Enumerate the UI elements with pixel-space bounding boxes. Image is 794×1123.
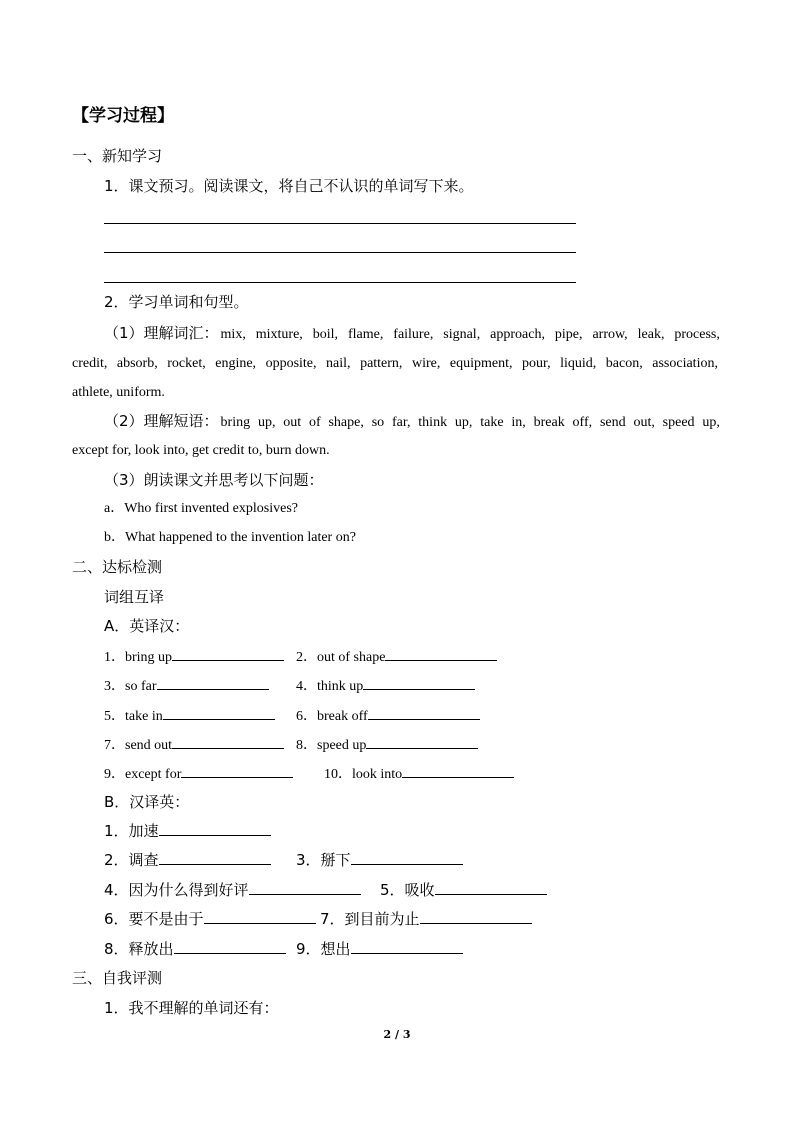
a-item-3: 3．so far: [104, 675, 269, 697]
vocab-word-8: arrow,: [592, 327, 628, 342]
phrase-prefix: （2）理解短语：: [104, 412, 219, 430]
phrase-words-1: [221, 413, 720, 433]
vocab-line-3: athlete, uniform.: [72, 385, 165, 400]
vocab-word-2-3: engine,: [215, 356, 257, 371]
vocab-word-2-6: pattern,: [360, 356, 403, 371]
phrase-word-12: off,: [572, 415, 593, 430]
phrase-word-4: shape,: [328, 415, 364, 430]
a-item-4: 4．think up: [296, 675, 475, 697]
vocab-word-2-4: opposite,: [265, 356, 317, 371]
phrase-word-6: far,: [391, 415, 411, 430]
vocab-word-2-10: liquid,: [560, 356, 597, 371]
vocab-word-2-1: absorb,: [116, 356, 158, 371]
preview-task: 1．课文预习。阅读课文，将自己不认识的单词写下来。: [104, 177, 474, 195]
b-item-5: 5．吸收: [380, 880, 547, 900]
phrase-word-2: out: [283, 415, 302, 430]
phrase-word-3: of: [308, 415, 321, 430]
b-item-4: 4．因为什么得到好评: [104, 880, 361, 900]
a-item-9: 9．except for: [104, 763, 293, 785]
phrase-word-0: bring: [220, 415, 251, 430]
vocab-word-2-2: rocket,: [167, 356, 206, 371]
vocab-word-2-9: pour,: [521, 356, 551, 371]
phrase-word-13: send: [599, 415, 626, 430]
a-item-2: 2．out of shape: [296, 646, 497, 668]
b-item-2: 2．调查: [104, 850, 271, 870]
vocab-word-6: approach,: [490, 327, 545, 342]
b-item-8: 8．释放出: [104, 939, 286, 959]
phrase-word-7: think: [418, 415, 448, 430]
vocab-word-7: pipe,: [554, 327, 583, 342]
vocab-word-9: leak,: [637, 327, 665, 342]
part-a-label: A．英译汉：: [104, 617, 190, 635]
a-item-5: 5．take in: [104, 705, 275, 727]
page-title: 【学习过程】: [72, 106, 174, 126]
answer-line-2: [104, 252, 576, 253]
b-item-6: 6．要不是由于: [104, 909, 316, 929]
a-item-8: 8．speed up: [296, 734, 478, 756]
vocab-word-2-5: nail,: [326, 356, 351, 371]
phrase-word-8: up,: [454, 415, 473, 430]
vocab-line-1: [104, 323, 720, 345]
vocab-word-2-8: equipment,: [449, 356, 513, 371]
a-item-1: 1．bring up: [104, 646, 284, 668]
phrase-word-15: speed: [662, 415, 695, 430]
vocab-prefix: （1）理解词汇：: [104, 324, 219, 342]
b-item-9: 9．想出: [296, 939, 463, 959]
phrase-word-11: break: [533, 415, 565, 430]
phrase-word-5: so: [371, 415, 385, 430]
vocab-word-3: flame,: [347, 327, 384, 342]
section2-heading: 二、达标检测: [72, 558, 163, 576]
section2-subheading: 词组互译: [104, 588, 165, 606]
answer-line-3: [104, 282, 576, 283]
phrase-line-2: except for, look into, get credit to, burn down.: [72, 443, 330, 458]
vocab-word-4: failure,: [393, 327, 434, 342]
phrase-word-1: up,: [257, 415, 276, 430]
vocab-word-2-7: wire,: [411, 356, 441, 371]
section3-heading: 三、自我评测: [72, 969, 163, 987]
vocab-word-10: process,: [674, 327, 720, 342]
question-a: a．Who first invented explosives?: [104, 501, 299, 516]
phrase-word-14: out,: [633, 415, 655, 430]
section1-heading: 一、新知学习: [72, 147, 163, 165]
vocab-line-2: [72, 354, 718, 374]
vocab-word-2-12: association,: [652, 356, 718, 371]
self-eval-item: 1．我不理解的单词还有：: [104, 999, 279, 1017]
b-item-3: 3．掰下: [296, 850, 463, 870]
b-item-7: 7．到目前为止: [320, 909, 532, 929]
page-number: 2 / 3: [383, 1028, 411, 1041]
part-b-label: B．汉译英：: [104, 793, 190, 811]
a-item-10: 10．look into: [324, 763, 514, 785]
read-prompt: （3）朗读课文并思考以下问题：: [104, 471, 324, 489]
study-task: 2．学习单词和句型。: [104, 293, 249, 311]
phrase-word-16: up,: [702, 415, 720, 430]
b-item-1: 1．加速: [104, 821, 271, 841]
a-item-6: 6．break off: [296, 705, 480, 727]
vocab-word-1: mixture,: [255, 327, 303, 342]
phrase-line-1: [104, 411, 720, 433]
vocab-word-2-0: credit,: [72, 356, 108, 371]
vocab-word-5: signal,: [443, 327, 481, 342]
phrase-word-10: in,: [511, 415, 526, 430]
phrase-word-9: take: [480, 415, 504, 430]
vocab-word-0: mix,: [220, 327, 246, 342]
vocab-word-2-11: bacon,: [605, 356, 643, 371]
question-b: b．What happened to the invention later on?: [104, 530, 356, 545]
answer-line-1: [104, 223, 576, 224]
vocab-word-2: boil,: [312, 327, 339, 342]
vocab-words-1: [221, 325, 720, 345]
a-item-7: 7．send out: [104, 734, 284, 756]
